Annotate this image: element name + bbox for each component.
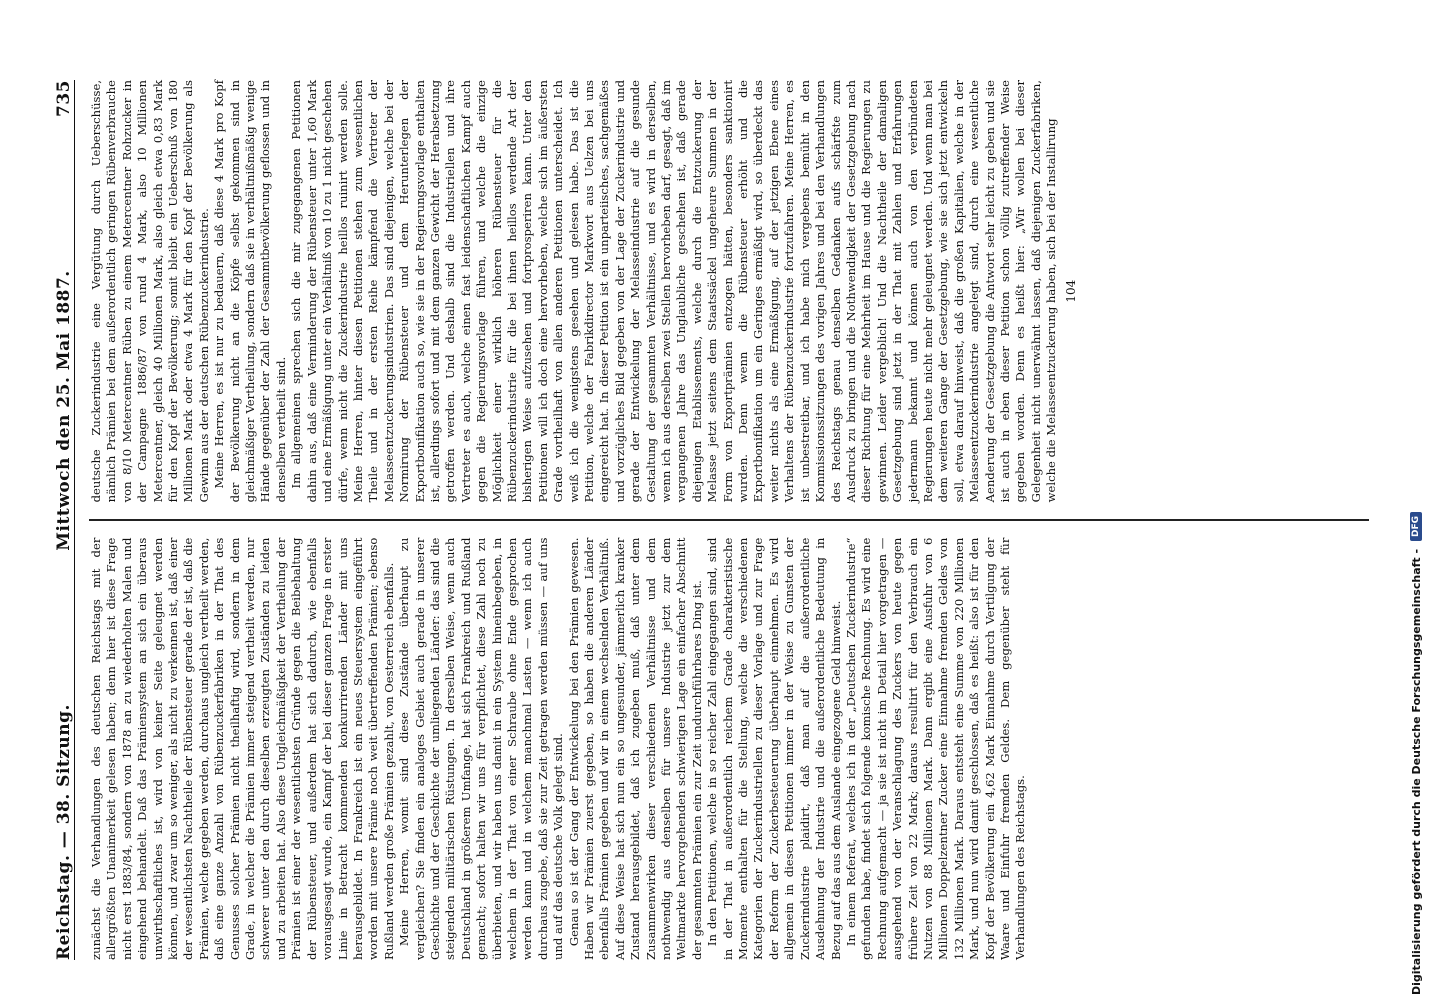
paragraph: deutsche Zuckerindustrie eine Vergütung durch Ueberschüsse, nämlich Prämien bei dem außerordentlich geringen Rübenverbrauche von 8/10 Metercentner Rüben zu einem Metercentner Rohzucker in der Campagne 1886/87 von rund 4 Mark, also 10 Millionen Metercentner, gleich 40 Millionen Mark, also gleich etwa 0,83 Mark für den Kopf der Bevölkerung; somit bleibt ein Ueberschuß von 180 Millionen Mark oder etwa 4 Mark für den Kopf der Bevölkerung als Gewinn aus der deutschen Rübenzuckerindustrie. xyxy=(89,80,211,503)
document-page xyxy=(20,50,1420,1000)
credit-text: Digitalisierung gefördert durch die Deutsche Forschungsgemeinschaft - xyxy=(1409,548,1423,995)
signature-number: 104 xyxy=(1063,279,1078,303)
paragraph: Meine Herren, es ist nur zu bedauern, daß diese 4 Mark pro Kopf der Bevölkerung nicht an die Köpfe selbst gekommen sind in gleichmäßiger Vertheilung, sondern daß sie in verhältnißmäßig wenige Hände gegenüber der Zahl der Gesammtbevölkerung geflossen und in denselben vertheilt sind. xyxy=(212,80,288,503)
header-left: Reichstag. — 38. Sitzung. xyxy=(54,704,74,960)
page-number: 735 xyxy=(54,80,74,117)
paragraph: zunächst die Verhandlungen des deutschen Reichstags mit der allergrößten Unanimerkeit gelesen haben; denn hier ist diese Frage nicht erst 1883/84, sondern von 1878 an zu wiederholten Malen und eingehend behandelt. Daß das Prämiensystem an sich ein überaus unwirthschaftliches ist, wird von keiner Seite geleugnet werden können, und zwar um so weniger, als nicht zu verkennen ist, daß einer der wesentlichsten Nachtheile der Rübensteuer gerade der ist, daß die Prämien, welche gegeben werden, durchaus ungleich vertheilt werden, daß eine ganze Anzahl von Rübenzuckerfabriken in der That des Genusses solcher Prämien nicht theilhaftig wird, sondern in dem Grade, in welcher die Prämien immer steigend vertheilt werden, nur schwerer unter den durch dieselben erzeugten Zuständen zu leiden und zu arbeiten hat. Also diese Ungleichmäßigkeit der Vertheilung der Prämien ist einer der wesentlichsten Gründe gegen die Beibehaltung der Rübensteuer, und außerdem hat sich dadurch, wie ebenfalls vorausgesagt wurde, ein Kampf der bei dieser ganzen Frage in erster Linie in Betracht kommenden konkurrirenden Länder mit uns herausgebildet. In Frankreich ist ein neues Steuersystem eingeführt worden mit unsere Prämie noch weit übertreffenden Prämien; ebenso Rußland werden große Prämien gezahlt, von Oesterreich ebenfalls. xyxy=(89,537,396,960)
right-column xyxy=(89,80,1369,502)
paragraph: In den Petitionen, welche in so reicher Zahl eingegangen sind, sind in der That in außerordentlich reichem Grade charakteristische Momente enthalten für die Stellung, welche die verschiedenen Kategorien der Zuckerindustriellen zu dieser Vorlage und zur Frage der Reform der Zuckerbesteuerung überhaupt einnehmen. Es wird allgemein in diesen Petitionen immer in der Weise zu Gunsten der Zuckerindustrie plaidirt, daß man auf die außerordentliche Ausdehnung der Industrie und die außerordentliche Bedeutung in Bezug auf das aus dem Auslande eingezogene Geld hinweist. xyxy=(705,537,843,960)
column-divider xyxy=(89,519,1369,521)
paragraph: In einem Referat, welches ich in der „Deutschen Zuckerindustrie“ gefunden habe, findet sich folgende komische Rechnung. Es wird eine Rechnung aufgemacht — ja sie ist nicht im Detail hier vorgetragen — ausgehend von der Veranschlagung des Zuckers von heute gegen frühere Zeit von 22 Mark; daraus resultirt für den Verbrauch ein Nutzen von 88 Millionen Mark. Dann ergibt eine Ausfuhr von 6 Millionen Doppelzentner Zucker eine Einnahme fremden Geldes von 132 Millionen Mark. Daraus entsteht eine Summe von 220 Millionen Mark, und nun wird damit geschlossen, daß es heißt: also ist für den Kopf der Bevölkerung ein 4,62 Mark Einnahme durch Vertilgung der Waare und Einfuhr fremden Geldes. Dem gegenüber steht für Verhandlungen des Reichstags. xyxy=(843,537,1028,960)
paragraph: Genau so ist der Gang der Entwickelung bei den Prämien gewesen. Haben wir Prämien zuerst gegeben, so haben die anderen Länder ebenfalls Prämien gegeben und wir in einem wechselnden Verhältniß. Auf diese Weise hat sich nun ein so ungesunder, jämmerlich kranker Zustand herausgebildet, daß ich zugeben muß, daß unter dem Zusammenwirken dieser verschiedenen Verhältnisse und dem nothwendig aus denselben für unsere Industrie jetzt zur dem Weltmarkte hervorgehenden schwierigen Lage ein einfacher Abschnitt der gesammten Prämien ein zur Zeit undurchführbares Ding ist. xyxy=(566,537,704,960)
text-columns xyxy=(89,80,1369,960)
paragraph: Meine Herren, womit sind diese Zustände überhaupt zu vergleichen? Sie finden ein analoges Gebiet auch gerade in unserer Geschichte und der Geschichte der umliegenden Länder: das sind die steigenden militärischen Rüstungen. In derselben Weise, wenn auch Deutschland in größerem Umfange, hat sich Frankreich und Rußland gemacht; sofort halten wir uns für verpflichtet, diese Zahl noch zu überbieten, und wir haben uns damit in ein System hineinbegeben, in welchem in der That von einer Schraube ohne Ende gesprochen werden kann und in welchem manchmal Lasten — wenn ich auch durchaus zugebe, daß sie zur Zeit getragen werden müssen — auf uns und auf das deutsche Volk gelegt sind. xyxy=(397,537,566,960)
left-column xyxy=(89,538,1369,960)
dfg-logo: DFG xyxy=(1410,512,1422,541)
digitization-credit xyxy=(1405,5,1427,995)
page-header xyxy=(40,80,75,960)
header-date: Mittwoch den 25. Mai 1887. xyxy=(54,270,74,551)
paragraph: Im allgemeinen sprechen sich die mir zugegangenen Petitionen dahin aus, daß eine Verminderung der Rübensteuer unter 1,60 Mark und eine Ermäßigung unter ein Verhältniß von 10 zu 1 nicht geschehen dürfe, wenn nicht die Zuckerindustrie heillos ruinirt werden solle. Meine Herren, hinter diesen Petitionen stehen zum wesentlichen Theile und in der ersten Reihe kämpfend die Vertreter der Melasseentzuckerungsindustrien. Das sind diejenigen, welche bei der Normirung der Rübensteuer und dem Herunterlegen der Exportbonifikation auch so, wie sie in der Regierungsvorlage enthalten ist, allerdings sofort und mit dem ganzen Gewicht der Herabsetzung getroffen werden. Und deshalb sind die Industriellen und ihre Vertreter es auch, welche einen fast leidenschaftlichen Kampf auch gegen die Regierungsvorlage führen, und welche die einzige Möglichkeit einer wirklich höheren Rübensteuer für die Rübenzuckerindustrie für die bei ihnen heillos werdende Art der bisherigen Weise aufzusehen und fortprosperiren kann. Unter den Petitionen will ich doch eine hervorheben, welche sich im äußersten Grade vortheilhaft von allen anderen Petitionen unterscheidet. Ich weiß ich die wenigstens gesehen und gelesen habe. Das ist die Petition, welche der Fabrikdirector Markwort aus Uelzen bei uns eingereicht hat. In dieser Petition ist ein unparteiisches, sachgemäßes und vorzügliches Bild gegeben von der Lage der Zuckerindustrie und gerade der Entwickelung der Melasseindustrie auf die gesunde Gestaltung der gesammten Verhältnisse, und es wird in derselben, wenn ich aus derselben zwei Stellen hervorheben darf, gesagt, daß im vergangenen Jahre das Unglaubliche geschehen ist, daß gerade diejenigen Etablissements, welche durch die Entzuckerung der Melasse jetzt seitens dem Staatssäckel ungeheure Summen in der Form von Exportprämien entzogen hätten, besonders sanktionirt wurden. Denn wenn die Rübensteuer erhöht und die Exportbonifikation um ein Geringes ermäßigt wird, so überdeckt das weiter nichts als eine Ermäßigung, auf der jetzigen Ebene eines Verhaltens der Rübenzuckerindustrie fortzufahren. Meine Herren, es ist unbestreitbar, und ich habe mich vergebens bemüht in den Kommissionssitzungen des vorigen Jahres und bei den Verhandlungen des Reichstags genau denselben Gedanken aufs schärfste zum Ausdruck zu bringen und die Nothwendigkeit der Gesetzgebung nach dieser Richtung für eine Mehrheit im Hause und die Regierungen zu gewinnen. Leider vergeblich! Und die Nachtheile der damaligen Gesetzgebung sind jetzt in der That mit Zahlen und Erfahrungen jedermann bekannt und können auch von den verbündeten Regierungen heute nicht mehr geleugnet werden. Und wenn man bei dem weiteren Gange der Gesetzgebung, wie sie sich jetzt entwickeln soll, etwa darauf hinweist, daß die großen Kapitalien, welche in der Melasseentzuckerindustrie angelegt sind, durch eine wesentliche Aenderung der Gesetzgebung die Antwort sehr leicht zu geben und sie ist auch in eben dieser Petition schon völlig zutreffender Weise gegeben worden. Denn es heißt hier: „Wir wollen bei dieser Gelegenheit nicht unerwähnt lassen, daß diejenigen Zuckerfabriken, welche die Melasseentzuckerung haben, sich bei der Installirung xyxy=(289,80,1059,503)
